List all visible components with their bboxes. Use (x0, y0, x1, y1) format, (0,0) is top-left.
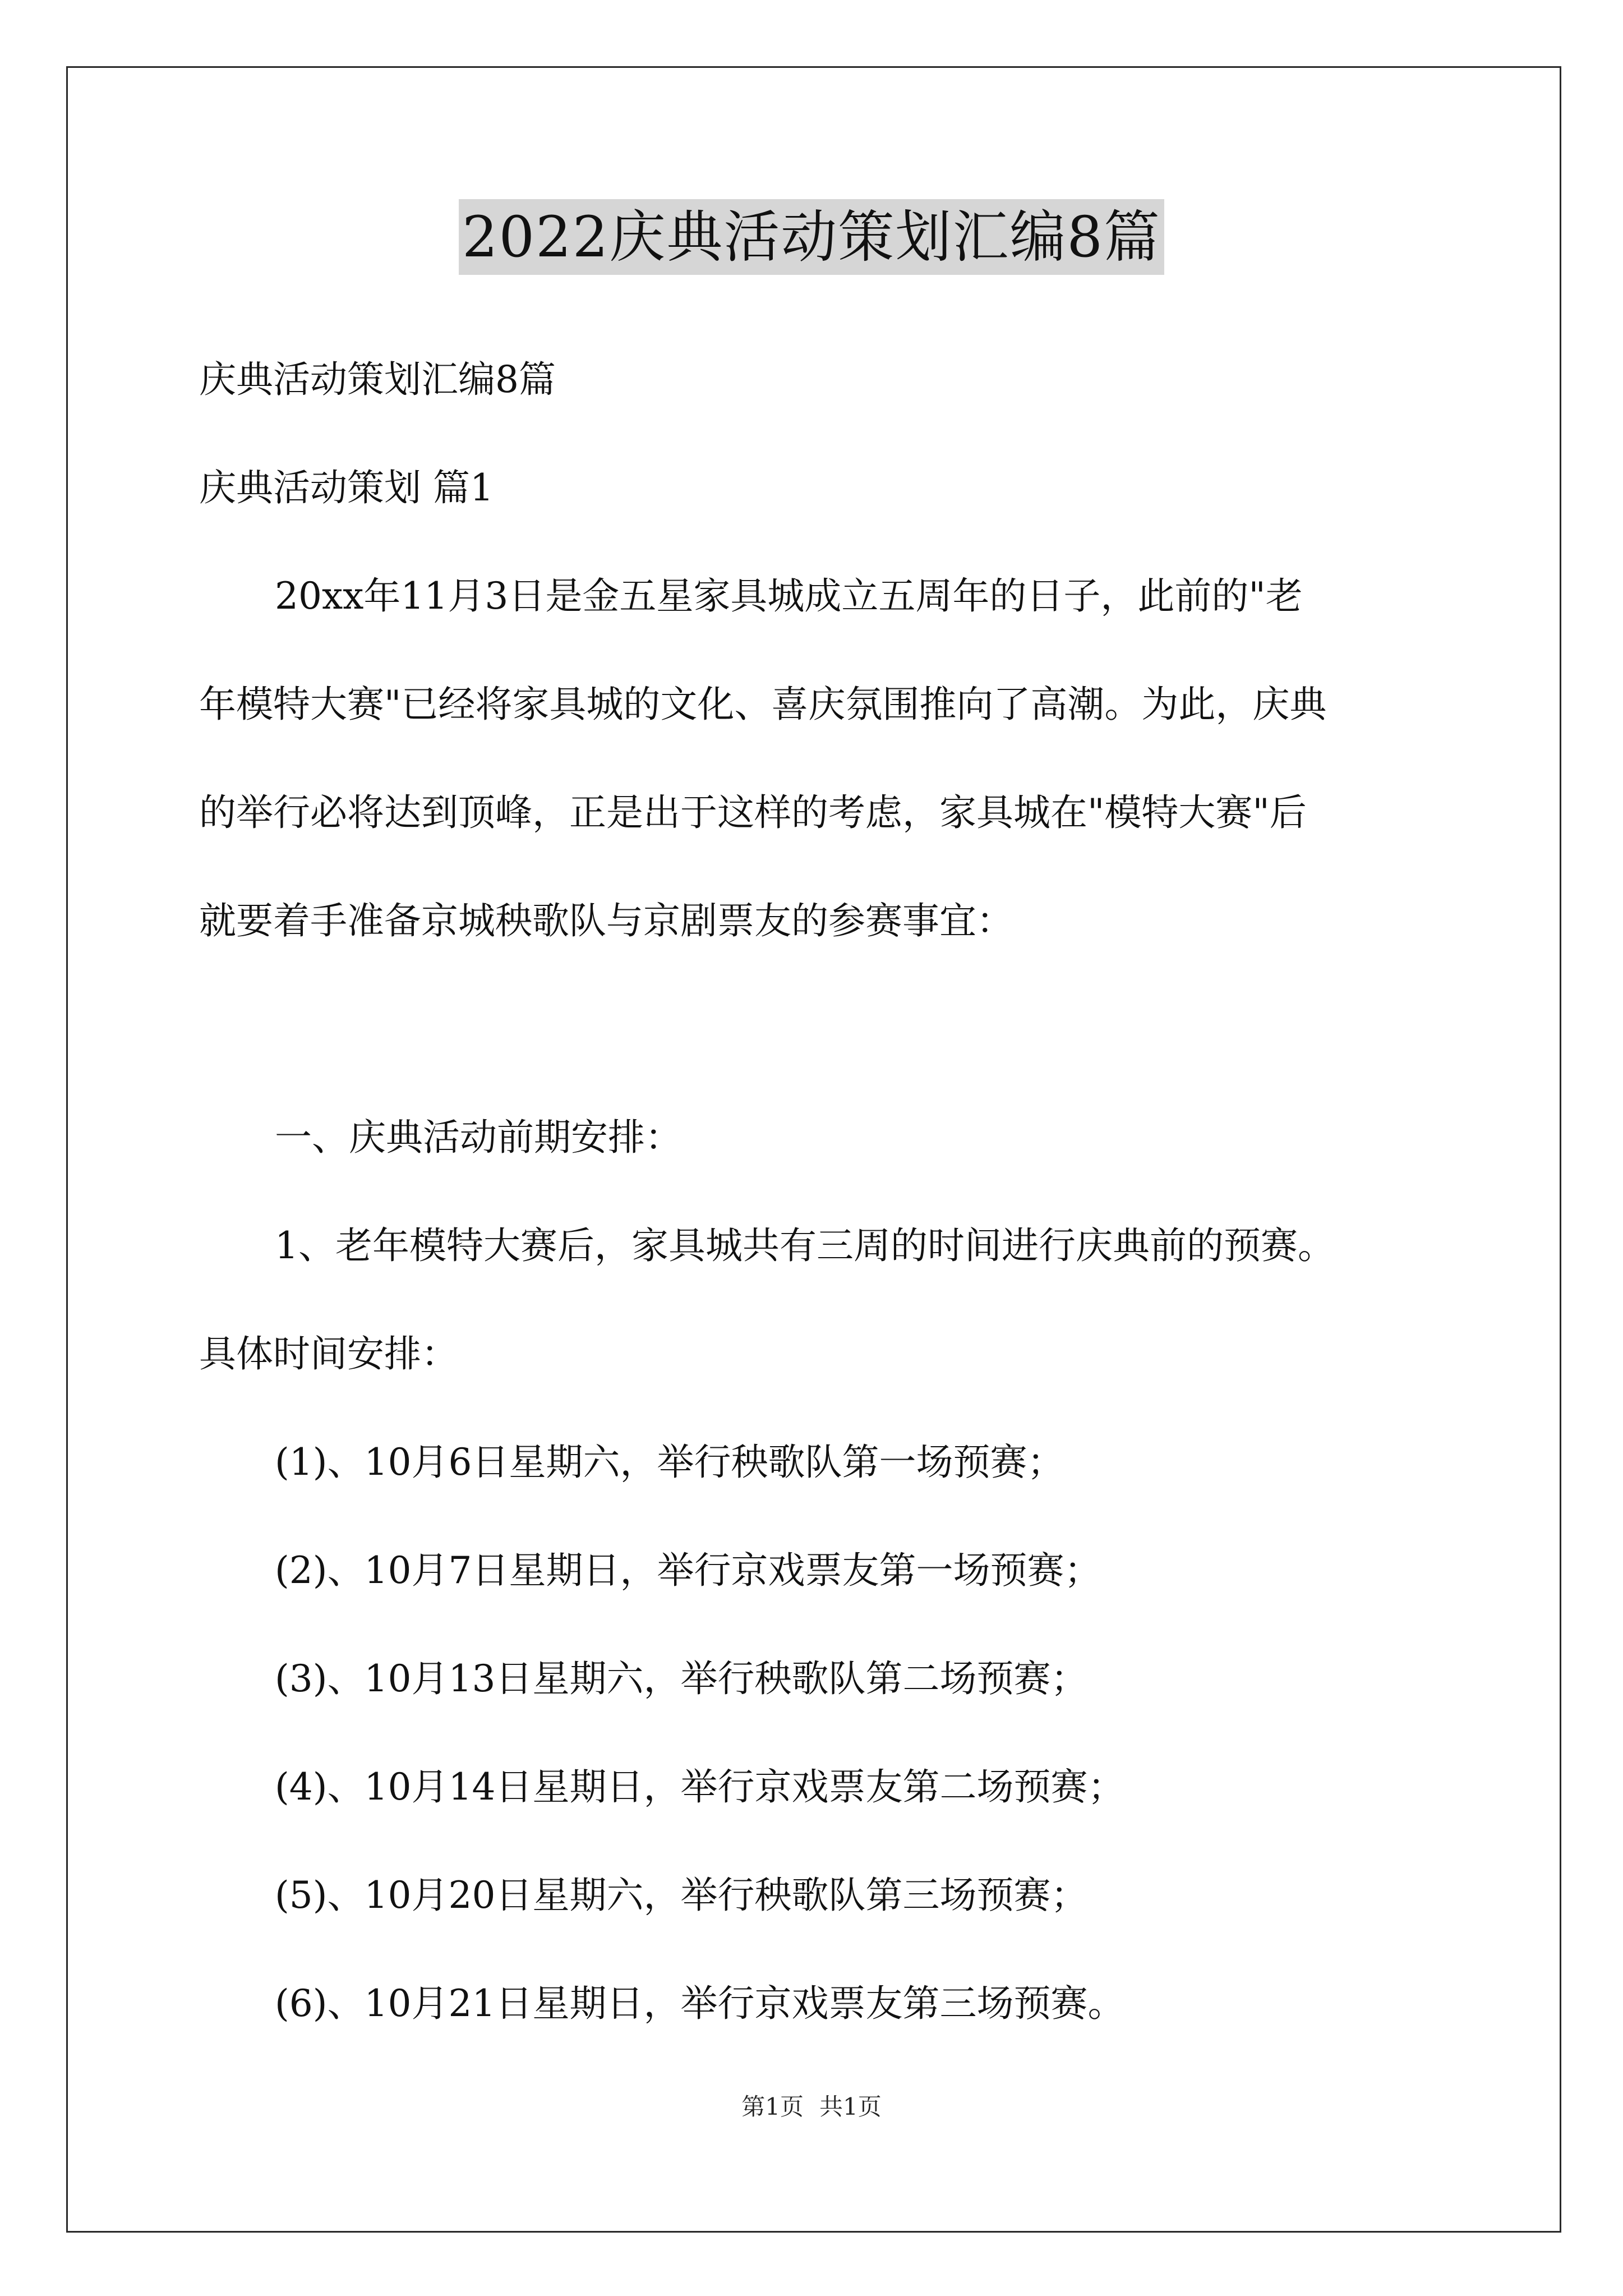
page-total: 共1页 (819, 2093, 882, 2120)
document-title: 2022庆典活动策划汇编8篇 (459, 199, 1164, 275)
schedule-item: (1)、10月6日星期六，举行秧歌队第一场预赛； (275, 1441, 1064, 1484)
paragraph-line: 20xx年11月3日是金五星家具城成立五周年的日子，此前的"老 (275, 574, 1303, 618)
paragraph-line: 就要着手准备京城秧歌队与京剧票友的参赛事宜： (199, 899, 1013, 942)
title-container (0, 199, 1623, 275)
paragraph-line: 的举行必将达到顶峰，正是出于这样的考虑，家具城在"模特大赛"后 (199, 791, 1307, 834)
schedule-item: (3)、10月13日星期六，举行秧歌队第二场预赛； (275, 1657, 1088, 1700)
section-heading: 庆典活动策划 篇1 (199, 466, 494, 509)
document-subtitle: 庆典活动策划汇编8篇 (199, 358, 556, 401)
schedule-item: (2)、10月7日星期日，举行京戏票友第一场预赛； (275, 1549, 1101, 1592)
schedule-item: (6)、10月21日星期日，举行京戏票友第三场预赛。 (275, 1982, 1125, 2025)
item-line: 具体时间安排： (199, 1332, 458, 1375)
paragraph-line: 年模特大赛"已经将家具城的文化、喜庆氛围推向了高潮。为此，庆典 (199, 683, 1327, 726)
schedule-item: (5)、10月20日星期六，举行秧歌队第三场预赛； (275, 1874, 1088, 1917)
schedule-item: (4)、10月14日星期日，举行京戏票友第二场预赛； (275, 1765, 1125, 1809)
item-line: 1、老年模特大赛后，家具城共有三周的时间进行庆典前的预赛。 (275, 1224, 1335, 1267)
page-current: 第1页 (741, 2093, 804, 2120)
heading-1: 一、庆典活动前期安排： (275, 1116, 682, 1159)
page-footer (0, 2091, 1623, 2123)
